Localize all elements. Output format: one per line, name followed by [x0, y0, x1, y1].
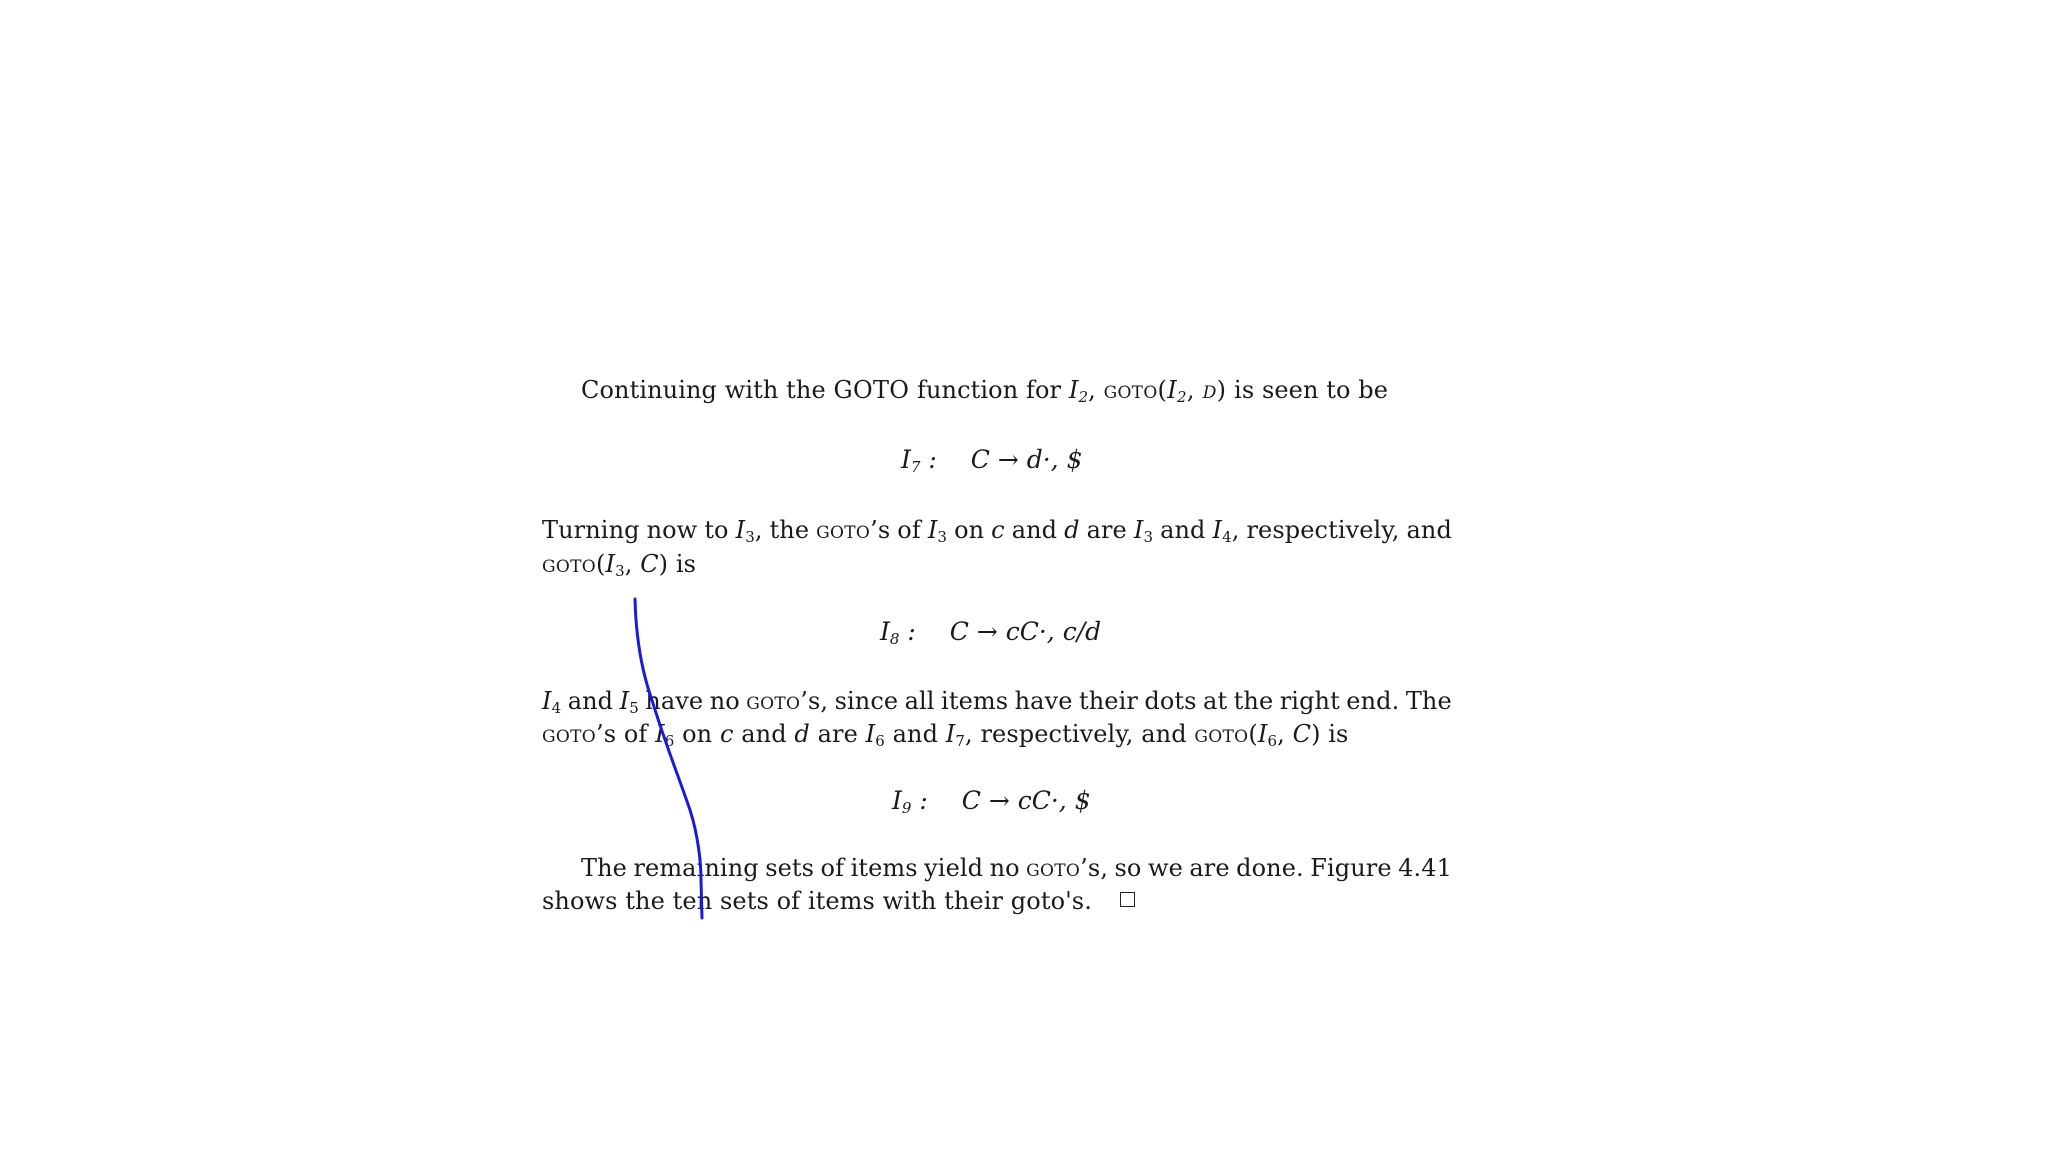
eq-i9-body: C → cC·, $: [961, 786, 1091, 815]
paragraph-2-line-1: Turning now to $I_3$, the goto’s of $I_3$ on c and d are $I_3$ and $I_4$, respectively, and: [542, 516, 1452, 546]
eq-i7-label: $I_7$ :: [901, 445, 937, 476]
p1-text-c: is seen to be: [1234, 376, 1389, 404]
p4-line-2-text: shows the ten sets of items with their goto's.: [542, 887, 1092, 915]
paragraph-1: Continuing with the GOTO function for $I_2$, $goto(I_2$, d) is seen to be: [581, 376, 1389, 406]
eq-i9-label: $I_9$ :: [892, 786, 928, 817]
p1-goto-word: GOTO: [833, 376, 910, 404]
paragraph-4-line-1: The remaining sets of items yield no goto’s, so we are done. Figure 4.41: [581, 854, 1452, 882]
paragraph-2-line-2: $goto(I_3$, C) is: [542, 550, 697, 580]
paragraph-3-line-1: $I_4$ and $I_5$ have no goto’s, since all items have their dots at the right end. The: [542, 687, 1452, 717]
eq-i7-body: C → d·, $: [970, 445, 1083, 474]
eq-i8-label: $I_8$ :: [880, 617, 916, 648]
eq-i8-body: C → cC·, c/d: [949, 617, 1102, 646]
p1-text-b: function for: [917, 376, 1062, 404]
p1-i2: $I_2$: [1068, 376, 1089, 406]
p1-text-a: Continuing with the: [581, 376, 826, 404]
paragraph-3-line-2: goto’s of $I_6$ on c and d are $I_6$ and $I_7$, respectively, and $goto(I_6$, C) is: [542, 720, 1349, 750]
p1-goto-expr: $goto(I_2$, d): [1103, 376, 1227, 406]
